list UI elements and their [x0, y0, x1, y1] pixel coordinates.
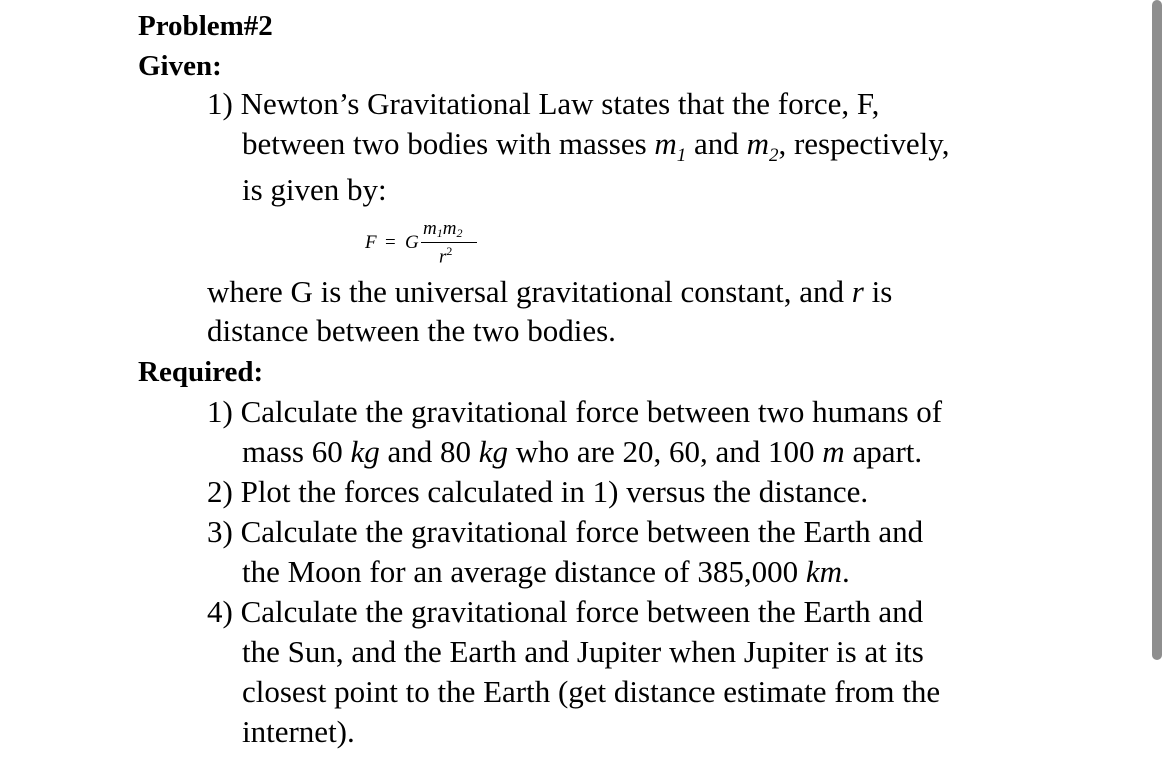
formula-den-exponent: 2 — [446, 244, 453, 258]
where-line-1 — [207, 274, 892, 310]
moon-text-b: . — [842, 554, 850, 589]
unit-kg-1: kg — [350, 434, 380, 469]
given-item-1-line-3: is given by: — [242, 172, 387, 207]
problem-title: Problem#2 — [138, 10, 273, 42]
masses-text-c: , respectively, — [778, 126, 950, 161]
formula-num-m2: m — [442, 218, 457, 239]
where-line-2: distance between the two bodies. — [207, 313, 616, 348]
given-heading: Given: — [138, 50, 222, 82]
formula-equals: = — [385, 232, 396, 253]
unit-m: m — [822, 434, 845, 469]
mass-text-a: mass 60 — [242, 434, 351, 469]
formula-fraction-bar — [421, 242, 477, 243]
required-item-4-line-3: closest point to the Earth (get distance estimate from the — [242, 674, 941, 709]
required-item-4-line-1: 4) Calculate the gravitational force between the Earth and — [207, 594, 924, 629]
mass-text-c: who are 20, 60, and 100 — [508, 434, 823, 469]
required-item-2-line-1: 2) Plot the forces calculated in 1) versus the distance. — [207, 474, 869, 509]
mass-1-subscript: 1 — [676, 145, 687, 166]
given-item-1-line-1 — [207, 86, 879, 122]
gravitation-formula — [365, 218, 505, 272]
required-item-3-line-1: 3) Calculate the gravitational force between the Earth and — [207, 514, 924, 549]
formula-force-symbol: F — [365, 232, 377, 253]
formula-den-r: r — [439, 246, 447, 268]
mass-2-symbol: m — [746, 126, 769, 161]
required-item-4-line-2: the Sun, and the Earth and Jupiter when Jupiter is at its — [242, 634, 924, 669]
formula-numerator — [423, 218, 462, 241]
required-item-3-line-2 — [242, 554, 850, 590]
mass-2-subscript: 2 — [768, 145, 779, 166]
formula-num-sub2: 2 — [456, 226, 463, 240]
formula-num-m1: m — [423, 218, 437, 239]
required-heading: Required: — [138, 356, 264, 388]
required-item-1-line-1: 1) Calculate the gravitational force between two humans of — [207, 394, 943, 429]
unit-kg-2: kg — [478, 434, 509, 469]
distance-symbol: r — [851, 274, 864, 309]
masses-text-b: and — [686, 126, 747, 161]
formula-num-sub1: 1 — [436, 226, 443, 240]
given-item-1-line-2 — [242, 126, 950, 166]
where-text-a: where G is the universal gravitational constant, and — [207, 274, 852, 309]
formula-denominator — [439, 244, 452, 268]
vertical-scrollbar[interactable] — [1152, 0, 1162, 660]
unit-km: km — [805, 554, 842, 589]
mass-text-b: and 80 — [379, 434, 479, 469]
mass-text-d: apart. — [844, 434, 923, 469]
required-item-4-line-4: internet). — [242, 714, 355, 749]
moon-text-a: the Moon for an average distance of 385,000 — [242, 554, 806, 589]
formula-g-symbol: G — [405, 232, 419, 253]
masses-text-a: between two bodies with masses — [242, 126, 655, 161]
mass-1-symbol: m — [654, 126, 677, 161]
where-text-b: is — [863, 274, 893, 309]
required-item-1-line-2 — [242, 434, 922, 470]
given-item-1-line-1-text: 1) Newton’s Gravitational Law states that the force, F, — [207, 86, 880, 121]
